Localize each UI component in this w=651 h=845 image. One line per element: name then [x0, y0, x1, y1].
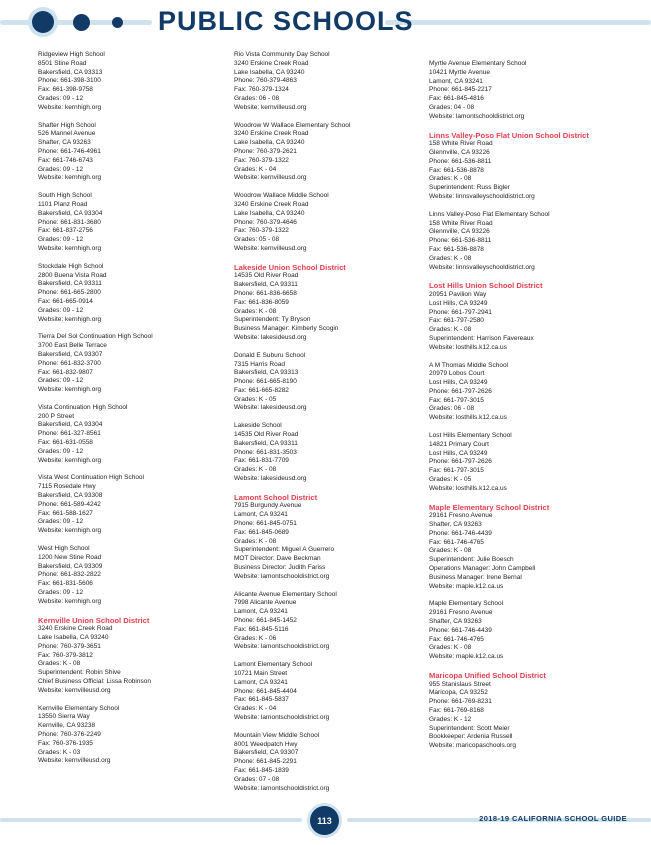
entry-line: Phone: 661-845-1452 — [234, 617, 297, 625]
entry-line: Fax: 661-588-1627 — [38, 509, 93, 517]
entry-line: Fax: 661-746-4765 — [429, 635, 484, 643]
entry-line: Website: maple.k12.ca.us — [429, 653, 504, 661]
entry-line: Bakersfield, CA 93307 — [38, 350, 103, 358]
guide-title: 2018-19 CALIFORNIA SCHOOL GUIDE — [479, 814, 627, 823]
entry-line: Bakersfield, CA 93307 — [234, 749, 299, 757]
entry-line: Website: kernvilleusd.org — [234, 103, 307, 111]
school-name: Stockdale High School — [38, 262, 104, 270]
school-name: Woodrow Wallace Middle School — [234, 192, 329, 200]
entry-line: Website: kernvilleusd.org — [38, 686, 111, 694]
entry-line: Fax: 760-379-1322 — [234, 156, 289, 164]
entry-line: Bakersfield, CA 93304 — [38, 421, 103, 429]
entry-line: Fax: 661-536-8878 — [429, 166, 484, 174]
school-entry — [234, 661, 419, 723]
entry-line: Fax: 661-845-0689 — [234, 528, 289, 536]
entry-line: Bakersfield, CA 93311 — [38, 280, 102, 288]
entry-line: Business Director: Judith Fariss — [234, 564, 326, 572]
entry-line: Phone: 661-398-3100 — [38, 77, 101, 85]
entry-line: 8501 Stine Road — [38, 59, 87, 67]
entry-line: Fax: 661-746-4765 — [429, 538, 484, 546]
entry-line: Phone: 661-832-3700 — [38, 359, 101, 367]
entry-line: Fax: 661-769-8168 — [429, 706, 484, 714]
school-name: Maple Elementary School — [429, 600, 504, 608]
directory-column-3 — [429, 60, 629, 760]
entry-line: Grades: K - 08 — [234, 537, 277, 545]
entry-line: Shafter, CA 93263 — [38, 139, 91, 147]
entry-line: Phone: 760-379-4863 — [234, 77, 297, 85]
entry-line: Operations Manager: John Campbell — [429, 565, 536, 573]
directory-column-1 — [38, 51, 223, 775]
entry-line: Website: lamontschooldistrict.org — [234, 572, 330, 580]
entry-line: 1101 Planz Road — [38, 200, 88, 208]
entry-line: Superintendent: Russ Bigler — [429, 184, 510, 192]
entry-line: 14535 Old River Road — [234, 431, 299, 439]
entry-line: 10421 Myrtle Avenue — [429, 68, 490, 76]
district-name: Linns Valley-Poso Flat Union School District — [429, 130, 589, 140]
school-entry — [38, 333, 223, 395]
entry-line: Fax: 661-665-8282 — [234, 386, 289, 394]
district-name: Lost Hills Union School District — [429, 281, 543, 291]
entry-line: Website: lakesideusd.org — [234, 333, 307, 341]
entry-line: Glennville, CA 93226 — [429, 228, 490, 236]
entry-line: 7315 Harris Road — [234, 360, 285, 368]
page-title: PUBLIC SCHOOLS — [158, 6, 414, 36]
header-dot-large — [32, 11, 54, 33]
school-name: Myrtle Avenue Elementary School — [429, 60, 527, 67]
district-entry — [429, 131, 629, 202]
entry-line: 20979 Lobos Court — [429, 370, 485, 378]
entry-line: Lost Hills, CA 93249 — [429, 299, 488, 307]
entry-line: 10721 Main Street — [234, 670, 288, 677]
entry-line: Lake Isabella, CA 93240 — [234, 209, 305, 217]
entry-line: Website: lamontschooldistrict.org — [234, 713, 330, 721]
entry-line: Grades: 04 - 08 — [429, 103, 475, 111]
entry-line: Maricopa, CA 93252 — [429, 689, 488, 697]
entry-line: Lamont, CA 93241 — [234, 511, 288, 519]
entry-line: Glennville, CA 93226 — [429, 148, 490, 156]
school-name: Ridgeview High School — [38, 51, 105, 58]
page-number: 113 — [310, 806, 339, 835]
entry-line: Fax: 661-797-2580 — [429, 317, 484, 325]
entry-line: Phone: 661-746-4439 — [429, 529, 492, 537]
school-name: Alicante Avenue Elementary School — [234, 590, 337, 598]
district-name: Maple Elementary School District — [429, 502, 550, 512]
entry-line: Fax: 661-831-7709 — [234, 457, 289, 465]
entry-line: Fax: 661-831-5606 — [38, 580, 93, 588]
school-name: Tierra Del Sol Continuation High School — [38, 333, 153, 341]
entry-line: Grades: 09 - 12 — [38, 589, 84, 597]
entry-line: Phone: 661-845-2291 — [234, 758, 297, 766]
entry-line: Superintendent: Harrison Favereaux — [429, 334, 534, 342]
entry-line: 3240 Erskine Creek Road — [234, 130, 309, 138]
entry-line: 158 White River Road — [429, 140, 493, 148]
entry-line: Superintendent: Scott Meier — [429, 724, 510, 732]
school-name: Linns Valley-Poso Flat Elementary School — [429, 210, 550, 218]
entry-line: Phone: 661-746-4439 — [429, 626, 492, 634]
entry-line: Lost Hills, CA 93249 — [429, 449, 488, 457]
entry-line: Website: kernhigh.org — [38, 597, 102, 605]
entry-line: Phone: 661-836-6658 — [234, 289, 297, 297]
school-name: Woodrow W Wallace Elementary School — [234, 121, 351, 129]
entry-line: Phone: 661-831-3680 — [38, 218, 101, 226]
school-name: Kernville Elementary School — [38, 704, 120, 712]
entry-line: Website: losthills.k12.ca.us — [429, 414, 507, 422]
school-entry — [38, 474, 223, 536]
school-name: Shafter High School — [38, 121, 96, 129]
school-entry — [429, 60, 629, 122]
entry-line: Website: kernhigh.org — [38, 386, 102, 394]
header-rule — [385, 20, 651, 25]
entry-line: Kernville, CA 93238 — [38, 722, 96, 730]
district-entry — [234, 493, 419, 582]
entry-line: Website: kernhigh.org — [38, 315, 102, 323]
entry-line: Grades: 07 - 08 — [234, 775, 280, 783]
entry-line: 2800 Buena Vista Road — [38, 271, 107, 279]
entry-line: Phone: 661-832-2822 — [38, 571, 101, 579]
school-name: A M Thomas Middle School — [429, 361, 508, 369]
entry-line: Fax: 760-379-1322 — [234, 227, 289, 235]
district-entry — [234, 263, 419, 343]
school-name: Mountain View Middle School — [234, 731, 320, 739]
entry-line: Grades: 09 - 12 — [38, 447, 84, 455]
footer-rule — [0, 818, 302, 822]
district-entry — [429, 503, 629, 592]
entry-line: Shafter, CA 93263 — [429, 618, 482, 626]
entry-line: Fax: 760-376-1935 — [38, 739, 93, 747]
entry-line: Fax: 661-836-8059 — [234, 298, 289, 306]
entry-line: Bookkeeper: Ardenia Russell — [429, 733, 513, 741]
entry-line: Website: lamontschooldistrict.org — [234, 643, 330, 651]
entry-line: Phone: 661-831-3503 — [234, 448, 297, 456]
entry-line: Bakersfield, CA 93304 — [38, 209, 103, 217]
entry-line: Superintendent: Robin Shive — [38, 669, 121, 677]
entry-line: Grades: K - 08 — [429, 326, 472, 334]
entry-line: Fax: 661-665-0914 — [38, 297, 93, 305]
entry-line: Fax: 661-797-3015 — [429, 467, 484, 475]
entry-line: Phone: 661-769-8231 — [429, 698, 492, 706]
entry-line: Bakersfield, CA 93311 — [234, 281, 298, 289]
entry-line: Phone: 661-845-4404 — [234, 687, 297, 695]
entry-line: Website: kernvilleusd.org — [234, 174, 307, 182]
district-entry — [429, 671, 629, 751]
entry-line: Business Manager: Irene Bernal — [429, 573, 522, 581]
entry-line: 3240 Erskine Creek Road — [38, 625, 113, 633]
entry-line: Website: lakesideusd.org — [234, 404, 307, 412]
entry-line: Website: kernhigh.org — [38, 456, 102, 464]
entry-line: Lake Isabella, CA 93240 — [234, 68, 305, 76]
entry-line: Phone: 661-797-2941 — [429, 308, 492, 316]
entry-line: Shafter, CA 93263 — [429, 521, 482, 529]
school-entry — [234, 352, 419, 414]
entry-line: Phone: 661-845-0751 — [234, 520, 297, 528]
entry-line: Phone: 661-327-8561 — [38, 430, 101, 438]
school-name: Donald E Suburu School — [234, 351, 306, 359]
entry-line: Fax: 661-845-4816 — [429, 95, 484, 103]
entry-line: Website: losthills.k12.ca.us — [429, 484, 507, 492]
entry-line: Bakersfield, CA 93308 — [38, 492, 103, 500]
school-name: Rio Vista Community Day School — [234, 51, 330, 58]
entry-line: Website: kernhigh.org — [38, 244, 102, 252]
entry-line: Website: lamontschooldistrict.org — [234, 784, 330, 792]
school-entry — [38, 705, 223, 767]
entry-line: Phone: 661-797-2626 — [429, 387, 492, 395]
entry-line: Fax: 661-845-1839 — [234, 766, 289, 774]
entry-line: Grades: 09 - 12 — [38, 518, 84, 526]
entry-line: Phone: 661-536-8811 — [429, 237, 492, 245]
entry-line: Fax: 661-631-0558 — [38, 439, 93, 447]
entry-line: Grades: K - 12 — [429, 715, 472, 723]
entry-line: Phone: 760-376-2249 — [38, 730, 101, 738]
entry-line: 29161 Fresno Avenue — [429, 512, 493, 520]
school-entry — [234, 591, 419, 653]
entry-line: 7998 Alicante Avenue — [234, 599, 297, 607]
school-entry — [429, 211, 629, 273]
entry-line: Website: maple.k12.ca.us — [429, 582, 504, 590]
entry-line: Grades: K - 08 — [429, 254, 472, 262]
entry-line: Superintendent: Miguel A Guerrero — [234, 546, 335, 554]
entry-line: Grades: 06 - 08 — [429, 405, 475, 413]
entry-line: Website: losthills.k12.ca.us — [429, 343, 507, 351]
district-name: Lakeside Union School District — [234, 262, 346, 272]
school-entry — [429, 362, 629, 424]
entry-line: 13550 Sierra Way — [38, 713, 90, 721]
entry-line: Lost Hills, CA 93249 — [429, 379, 488, 387]
school-entry — [234, 51, 419, 113]
school-entry — [234, 192, 419, 254]
entry-line: Grades: K - 04 — [234, 705, 277, 713]
school-entry — [38, 545, 223, 607]
entry-line: Grades: K - 04 — [234, 165, 277, 173]
entry-line: Phone: 661-536-8811 — [429, 157, 492, 165]
entry-line: Fax: 760-379-1324 — [234, 86, 289, 94]
school-name: Lost Hills Elementary School — [429, 432, 512, 440]
entry-line: Grades: K - 08 — [429, 644, 472, 652]
entry-line: Website: kernhigh.org — [38, 174, 102, 182]
entry-line: Phone: 760-379-2621 — [234, 147, 297, 155]
entry-line: 3240 Erskine Creek Road — [234, 200, 309, 208]
entry-line: Superintendent: Julie Boesch — [429, 556, 514, 564]
school-entry — [429, 432, 629, 494]
entry-line: Grades: K - 08 — [234, 307, 277, 315]
header-dot-small — [112, 17, 123, 28]
district-entry — [38, 616, 223, 696]
entry-line: Bakersfield, CA 93313 — [234, 369, 299, 377]
district-name: Lamont School District — [234, 492, 318, 502]
entry-line: Grades: K - 08 — [429, 547, 472, 555]
entry-line: 200 P Street — [38, 412, 75, 420]
district-name: Kernville Union School District — [38, 615, 150, 625]
school-entry — [234, 422, 419, 484]
entry-line: Grades: K - 05 — [429, 476, 472, 484]
entry-line: Grades: K - 05 — [234, 395, 277, 403]
entry-line: Website: kernvilleusd.org — [234, 244, 307, 252]
entry-line: Lamont, CA 93241 — [234, 678, 288, 686]
entry-line: Fax: 661-837-2756 — [38, 227, 93, 235]
entry-line: Website: kernhigh.org — [38, 103, 102, 111]
entry-line: 29161 Fresno Avenue — [429, 609, 493, 617]
school-entry — [38, 263, 223, 325]
entry-line: Website: linnsvalleyschooldistrict.org — [429, 263, 535, 271]
school-entry — [38, 404, 223, 466]
entry-line: Grades: 06 - 08 — [234, 94, 280, 102]
district-entry — [429, 281, 629, 352]
entry-line: Grades: K - 03 — [38, 748, 81, 756]
entry-line: 158 White River Road — [429, 219, 493, 227]
school-entry — [38, 122, 223, 184]
entry-line: Website: maricopaschools.org — [429, 742, 516, 750]
entry-line: Phone: 661-665-2800 — [38, 289, 101, 297]
entry-line: Grades: 05 - 08 — [234, 236, 280, 244]
entry-line: Bakersfield, CA 93309 — [38, 562, 103, 570]
school-entry — [38, 192, 223, 254]
entry-line: Lamont, CA 93241 — [234, 608, 288, 616]
school-name: Vista Continuation High School — [38, 403, 128, 411]
entry-line: Fax: 661-797-3015 — [429, 396, 484, 404]
entry-line: Grades: K - 06 — [234, 634, 277, 642]
entry-line: Website: kernhigh.org — [38, 527, 102, 535]
directory-column-2 — [234, 51, 419, 802]
school-name: South High School — [38, 192, 92, 200]
entry-line: Lamont, CA 93241 — [429, 77, 483, 85]
entry-line: MOT Director: Dave Beckman — [234, 555, 321, 563]
entry-line: Grades: 09 - 12 — [38, 236, 84, 244]
entry-line: Fax: 760-379-3812 — [38, 651, 93, 659]
entry-line: 20951 Pavilion Way — [429, 290, 487, 298]
entry-line: Fax: 661-845-5837 — [234, 696, 289, 704]
entry-line: Phone: 661-845-2217 — [429, 86, 492, 94]
entry-line: Website: lamontschooldistrict.org — [429, 112, 525, 120]
entry-line: Phone: 661-665-8190 — [234, 378, 297, 386]
entry-line: Grades: 09 - 12 — [38, 377, 84, 385]
entry-line: Fax: 661-398-9758 — [38, 86, 93, 94]
entry-line: Lake Isabella, CA 93240 — [38, 634, 109, 642]
entry-line: Phone: 661-797-2626 — [429, 458, 492, 466]
school-entry — [429, 600, 629, 662]
entry-line: 7115 Rosedale Hwy — [38, 483, 96, 491]
school-name: Lakeside School — [234, 422, 282, 430]
entry-line: 14821 Primary Court — [429, 440, 489, 448]
entry-line: Lake Isabella, CA 93240 — [234, 139, 305, 147]
school-name: West High School — [38, 545, 90, 553]
entry-line: 8001 Weedpatch Hwy — [234, 740, 298, 748]
entry-line: Business Manager: Kimberly Scogin — [234, 325, 339, 333]
school-entry — [234, 122, 419, 184]
entry-line: 3240 Erskine Creek Road — [234, 59, 309, 67]
entry-line: Grades: 09 - 12 — [38, 94, 84, 102]
entry-line: Website: kernvilleusd.org — [38, 757, 111, 765]
entry-line: Phone: 661-746-4961 — [38, 147, 101, 155]
header-dot-medium — [73, 14, 90, 31]
entry-line: 7915 Burgundy Avenue — [234, 502, 302, 510]
entry-line: Chief Business Official: Lissa Robinson — [38, 678, 151, 685]
entry-line: Fax: 661-746-6743 — [38, 156, 93, 164]
school-name: Vista West Continuation High School — [38, 474, 144, 482]
entry-line: 526 Mannel Avenue — [38, 130, 96, 138]
entry-line: Bakersfield, CA 93313 — [38, 68, 103, 76]
school-entry — [38, 51, 223, 113]
entry-line: Fax: 661-536-8878 — [429, 245, 484, 253]
district-name: Maricopa Unified School District — [429, 671, 546, 680]
entry-line: Website: linnsvalleyschooldistrict.org — [429, 192, 535, 200]
school-name: Lamont Elementary School — [234, 661, 313, 669]
entry-line: 955 Stanislaus Street — [429, 680, 491, 688]
entry-line: Superintendent: Ty Bryson — [234, 316, 311, 324]
entry-line: Phone: 760-379-4646 — [234, 218, 297, 226]
entry-line: Grades: K - 08 — [429, 175, 472, 183]
entry-line: Fax: 661-845-5116 — [234, 625, 289, 633]
entry-line: Grades: K - 08 — [234, 466, 277, 474]
entry-line: 3700 East Belle Terrace — [38, 342, 107, 350]
entry-line: Website: lakesideusd.org — [234, 475, 307, 483]
entry-line: Phone: 760-379-3651 — [38, 642, 101, 650]
school-entry — [234, 732, 419, 794]
entry-line: Phone: 661-589-4242 — [38, 500, 101, 508]
entry-line: Grades: K - 08 — [38, 660, 81, 668]
entry-line: Grades: 09 - 12 — [38, 306, 84, 314]
entry-line: 1200 New Stine Road — [38, 553, 102, 561]
entry-line: Grades: 09 - 12 — [38, 165, 84, 173]
entry-line: Bakersfield, CA 93311 — [234, 439, 298, 447]
entry-line: 14535 Old River Road — [234, 272, 299, 280]
entry-line: Fax: 661-832-9807 — [38, 368, 93, 376]
